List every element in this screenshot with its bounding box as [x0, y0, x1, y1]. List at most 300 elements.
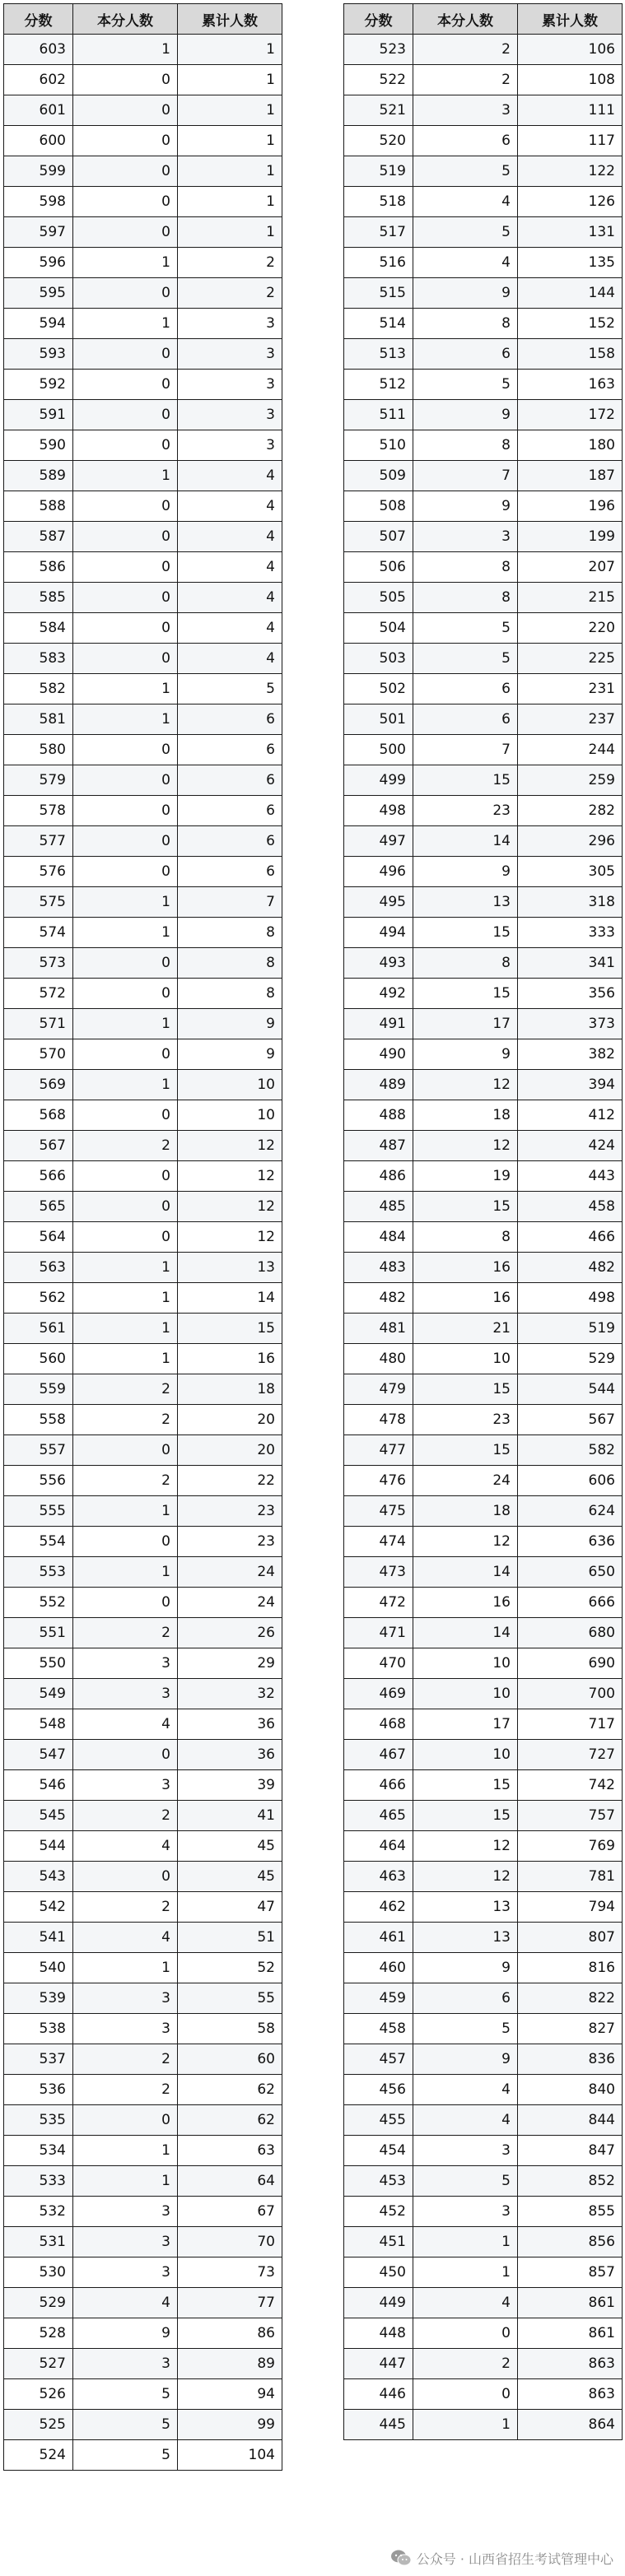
cumulative-cell: 14	[178, 1283, 282, 1314]
table-row	[4, 918, 282, 948]
score-cell: 529	[4, 2288, 73, 2318]
score-table-left	[3, 3, 282, 2471]
count-cell: 1	[73, 1253, 178, 1283]
cumulative-cell: 1	[178, 35, 282, 65]
score-cell: 493	[344, 948, 413, 979]
score-cell: 561	[4, 1314, 73, 1344]
score-cell: 454	[344, 2136, 413, 2166]
cumulative-cell: 482	[518, 1253, 623, 1283]
cumulative-cell: 63	[178, 2136, 282, 2166]
table-row	[4, 1953, 282, 1983]
score-cell: 459	[344, 1983, 413, 2014]
cumulative-cell: 582	[518, 1435, 623, 1466]
score-cell: 526	[4, 2379, 73, 2410]
cumulative-cell: 60	[178, 2044, 282, 2075]
cumulative-cell: 12	[178, 1131, 282, 1161]
cumulative-cell: 70	[178, 2227, 282, 2257]
count-cell: 0	[73, 826, 178, 857]
count-cell: 0	[73, 796, 178, 826]
score-cell: 530	[4, 2257, 73, 2288]
score-cell: 464	[344, 1831, 413, 1862]
count-cell: 6	[413, 126, 518, 156]
table-row	[344, 400, 623, 430]
cumulative-cell: 99	[178, 2410, 282, 2440]
table-row	[344, 491, 623, 522]
count-cell: 3	[73, 2197, 178, 2227]
count-cell: 12	[413, 1527, 518, 1557]
count-cell: 0	[73, 1740, 178, 1770]
table-row	[344, 95, 623, 126]
count-cell: 3	[73, 1983, 178, 2014]
table-row	[344, 1953, 623, 1983]
score-cell: 566	[4, 1161, 73, 1192]
table-row	[344, 2257, 623, 2288]
cumulative-cell: 700	[518, 1679, 623, 1709]
cumulative-cell: 816	[518, 1953, 623, 1983]
score-cell: 504	[344, 613, 413, 644]
cumulative-cell: 1	[178, 126, 282, 156]
score-cell: 547	[4, 1740, 73, 1770]
cumulative-cell: 827	[518, 2014, 623, 2044]
count-cell: 6	[413, 339, 518, 370]
score-cell: 494	[344, 918, 413, 948]
cumulative-cell: 24	[178, 1588, 282, 1618]
score-cell: 489	[344, 1070, 413, 1100]
count-cell: 3	[413, 2136, 518, 2166]
table-row	[4, 1862, 282, 1892]
count-cell: 15	[413, 1435, 518, 1466]
table-row	[344, 2014, 623, 2044]
cumulative-cell: 727	[518, 1740, 623, 1770]
count-cell: 8	[413, 552, 518, 583]
cumulative-cell: 840	[518, 2075, 623, 2105]
cumulative-cell: 20	[178, 1405, 282, 1435]
score-cell: 503	[344, 644, 413, 674]
score-cell: 460	[344, 1953, 413, 1983]
table-row	[4, 613, 282, 644]
table-row	[344, 948, 623, 979]
cumulative-cell: 180	[518, 430, 623, 461]
cumulative-cell: 16	[178, 1344, 282, 1374]
score-cell: 477	[344, 1435, 413, 1466]
count-cell: 8	[413, 309, 518, 339]
count-cell: 9	[73, 2318, 178, 2349]
count-cell: 0	[73, 583, 178, 613]
cumulative-cell: 6	[178, 765, 282, 796]
count-cell: 15	[413, 1192, 518, 1222]
score-cell: 456	[344, 2075, 413, 2105]
score-cell: 522	[344, 65, 413, 95]
cumulative-cell: 172	[518, 400, 623, 430]
table-row	[4, 1374, 282, 1405]
cumulative-cell: 8	[178, 948, 282, 979]
count-cell: 0	[73, 187, 178, 217]
count-cell: 21	[413, 1314, 518, 1344]
count-cell: 0	[73, 491, 178, 522]
cumulative-cell: 861	[518, 2288, 623, 2318]
count-cell: 15	[413, 1801, 518, 1831]
cumulative-cell: 680	[518, 1618, 623, 1648]
count-cell: 0	[73, 2105, 178, 2136]
score-cell: 453	[344, 2166, 413, 2197]
cumulative-cell: 624	[518, 1496, 623, 1527]
score-cell: 478	[344, 1405, 413, 1435]
table-row	[344, 1435, 623, 1466]
table-row	[344, 248, 623, 278]
count-cell: 16	[413, 1283, 518, 1314]
count-cell: 0	[73, 1100, 178, 1131]
table-row	[4, 1648, 282, 1679]
cumulative-cell: 4	[178, 522, 282, 552]
table-row	[4, 217, 282, 248]
score-cell: 519	[344, 156, 413, 187]
score-cell: 603	[4, 35, 73, 65]
table-row	[4, 1892, 282, 1923]
table-row	[4, 2288, 282, 2318]
score-cell: 487	[344, 1131, 413, 1161]
score-cell: 528	[4, 2318, 73, 2349]
cumulative-cell: 822	[518, 1983, 623, 2014]
score-cell: 488	[344, 1100, 413, 1131]
table-row	[344, 35, 623, 65]
cumulative-cell: 373	[518, 1009, 623, 1039]
score-cell: 532	[4, 2197, 73, 2227]
score-cell: 461	[344, 1923, 413, 1953]
cumulative-cell: 650	[518, 1557, 623, 1588]
count-cell: 1	[73, 1344, 178, 1374]
score-cell: 572	[4, 979, 73, 1009]
cumulative-cell: 58	[178, 2014, 282, 2044]
table-row	[4, 2410, 282, 2440]
cumulative-cell: 412	[518, 1100, 623, 1131]
table-row	[4, 2197, 282, 2227]
cumulative-cell: 5	[178, 674, 282, 704]
count-cell: 0	[73, 1192, 178, 1222]
score-cell: 475	[344, 1496, 413, 1527]
count-cell: 0	[73, 370, 178, 400]
count-cell: 0	[73, 613, 178, 644]
score-cell: 595	[4, 278, 73, 309]
score-cell: 560	[4, 1344, 73, 1374]
score-cell: 580	[4, 735, 73, 765]
table-row	[344, 552, 623, 583]
table-row	[4, 1039, 282, 1070]
cumulative-cell: 4	[178, 644, 282, 674]
cumulative-cell: 26	[178, 1618, 282, 1648]
table-row	[344, 674, 623, 704]
score-cell: 602	[4, 65, 73, 95]
score-cell: 490	[344, 1039, 413, 1070]
table-row	[344, 613, 623, 644]
cumulative-cell: 567	[518, 1405, 623, 1435]
score-cell: 558	[4, 1405, 73, 1435]
cumulative-cell: 382	[518, 1039, 623, 1070]
score-cell: 512	[344, 370, 413, 400]
cumulative-cell: 158	[518, 339, 623, 370]
table-row	[344, 1496, 623, 1527]
cumulative-cell: 47	[178, 1892, 282, 1923]
cumulative-cell: 45	[178, 1831, 282, 1862]
count-cell: 0	[73, 95, 178, 126]
score-cell: 544	[4, 1831, 73, 1862]
score-cell: 514	[344, 309, 413, 339]
table-row	[344, 1161, 623, 1192]
cumulative-cell: 12	[178, 1161, 282, 1192]
table-row	[4, 1131, 282, 1161]
score-cell: 582	[4, 674, 73, 704]
count-cell: 3	[73, 2227, 178, 2257]
cumulative-cell: 108	[518, 65, 623, 95]
score-cell: 498	[344, 796, 413, 826]
table-row	[4, 2379, 282, 2410]
score-cell: 567	[4, 1131, 73, 1161]
table-row	[4, 187, 282, 217]
cumulative-cell: 259	[518, 765, 623, 796]
cumulative-cell: 89	[178, 2349, 282, 2379]
score-cell: 597	[4, 217, 73, 248]
table-row	[344, 278, 623, 309]
score-cell: 596	[4, 248, 73, 278]
score-cell: 599	[4, 156, 73, 187]
table-row	[4, 2105, 282, 2136]
table-row	[4, 2257, 282, 2288]
count-cell: 9	[413, 1953, 518, 1983]
cumulative-cell: 847	[518, 2136, 623, 2166]
count-cell: 13	[413, 887, 518, 918]
table-row	[344, 887, 623, 918]
table-row	[4, 126, 282, 156]
score-cell: 552	[4, 1588, 73, 1618]
score-cell: 581	[4, 704, 73, 735]
count-cell: 12	[413, 1831, 518, 1862]
count-cell: 2	[73, 2044, 178, 2075]
table-row	[4, 1253, 282, 1283]
score-cell: 496	[344, 857, 413, 887]
count-cell: 1	[73, 1557, 178, 1588]
table-row	[4, 370, 282, 400]
table-row	[344, 2227, 623, 2257]
score-cell: 467	[344, 1740, 413, 1770]
count-cell: 2	[73, 2075, 178, 2105]
cumulative-cell: 6	[178, 826, 282, 857]
score-cell: 455	[344, 2105, 413, 2136]
cumulative-cell: 282	[518, 796, 623, 826]
table-row	[344, 65, 623, 95]
count-cell: 10	[413, 1740, 518, 1770]
count-cell: 3	[73, 2014, 178, 2044]
count-cell: 1	[73, 461, 178, 491]
cumulative-cell: 690	[518, 1648, 623, 1679]
count-cell: 0	[73, 430, 178, 461]
table-row	[4, 1009, 282, 1039]
count-cell: 9	[413, 1039, 518, 1070]
count-cell: 6	[413, 674, 518, 704]
table-row	[344, 1405, 623, 1435]
count-cell: 0	[73, 735, 178, 765]
header-cumulative: 累计人数	[518, 4, 623, 35]
table-row	[344, 1709, 623, 1740]
score-cell: 562	[4, 1283, 73, 1314]
table-row	[4, 1831, 282, 1862]
count-cell: 4	[413, 187, 518, 217]
count-cell: 0	[73, 400, 178, 430]
score-cell: 559	[4, 1374, 73, 1405]
count-cell: 0	[73, 1222, 178, 1253]
table-row	[4, 2440, 282, 2471]
table-row	[344, 1740, 623, 1770]
table-row	[344, 765, 623, 796]
count-cell: 1	[73, 1496, 178, 1527]
cumulative-cell: 86	[178, 2318, 282, 2349]
count-cell: 0	[73, 644, 178, 674]
cumulative-cell: 863	[518, 2349, 623, 2379]
score-cell: 465	[344, 1801, 413, 1831]
table-row	[4, 735, 282, 765]
table-row	[4, 1283, 282, 1314]
table-row	[344, 1039, 623, 1070]
table-row	[4, 552, 282, 583]
table-row	[4, 1770, 282, 1801]
count-cell: 5	[413, 644, 518, 674]
table-row	[4, 1496, 282, 1527]
table-row	[4, 1070, 282, 1100]
count-cell: 16	[413, 1253, 518, 1283]
cumulative-cell: 67	[178, 2197, 282, 2227]
count-cell: 14	[413, 826, 518, 857]
score-cell: 502	[344, 674, 413, 704]
table-row	[4, 1192, 282, 1222]
count-cell: 0	[73, 1588, 178, 1618]
score-cell: 575	[4, 887, 73, 918]
cumulative-cell: 199	[518, 522, 623, 552]
count-cell: 13	[413, 1892, 518, 1923]
score-cell: 594	[4, 309, 73, 339]
table-row	[4, 522, 282, 552]
table-row	[344, 1253, 623, 1283]
score-cell: 534	[4, 2136, 73, 2166]
score-cell: 579	[4, 765, 73, 796]
cumulative-cell: 20	[178, 1435, 282, 1466]
table-row	[344, 126, 623, 156]
cumulative-cell: 51	[178, 1923, 282, 1953]
score-cell: 492	[344, 979, 413, 1009]
cumulative-cell: 864	[518, 2410, 623, 2440]
table-row	[344, 1466, 623, 1496]
count-cell: 12	[413, 1862, 518, 1892]
count-cell: 2	[73, 1892, 178, 1923]
table-row	[344, 1283, 623, 1314]
count-cell: 19	[413, 1161, 518, 1192]
cumulative-cell: 12	[178, 1192, 282, 1222]
cumulative-cell: 458	[518, 1192, 623, 1222]
cumulative-cell: 111	[518, 95, 623, 126]
table-row	[4, 2044, 282, 2075]
score-cell: 445	[344, 2410, 413, 2440]
count-cell: 1	[73, 1314, 178, 1344]
count-cell: 5	[413, 156, 518, 187]
table-row	[344, 1100, 623, 1131]
table-row	[4, 1527, 282, 1557]
header-score: 分数	[344, 4, 413, 35]
cumulative-cell: 13	[178, 1253, 282, 1283]
cumulative-cell: 36	[178, 1709, 282, 1740]
score-cell: 563	[4, 1253, 73, 1283]
count-cell: 5	[73, 2410, 178, 2440]
table-row	[4, 765, 282, 796]
score-cell: 517	[344, 217, 413, 248]
table-row	[4, 35, 282, 65]
table-row	[4, 2075, 282, 2105]
score-cell: 470	[344, 1648, 413, 1679]
table-row	[4, 1618, 282, 1648]
score-cell: 511	[344, 400, 413, 430]
table-row	[344, 796, 623, 826]
count-cell: 3	[73, 1648, 178, 1679]
table-row	[4, 2014, 282, 2044]
table-row	[344, 2044, 623, 2075]
count-cell: 1	[73, 309, 178, 339]
table-row	[344, 704, 623, 735]
score-cell: 508	[344, 491, 413, 522]
cumulative-cell: 39	[178, 1770, 282, 1801]
count-cell: 5	[413, 2014, 518, 2044]
table-row	[344, 1314, 623, 1344]
cumulative-cell: 1	[178, 156, 282, 187]
score-cell: 555	[4, 1496, 73, 1527]
cumulative-cell: 836	[518, 2044, 623, 2075]
count-cell: 3	[413, 95, 518, 126]
score-cell: 554	[4, 1527, 73, 1557]
count-cell: 4	[73, 2288, 178, 2318]
table-row	[4, 2349, 282, 2379]
table-row	[4, 2166, 282, 2197]
score-cell: 482	[344, 1283, 413, 1314]
score-cell: 545	[4, 1801, 73, 1831]
cumulative-cell: 544	[518, 1374, 623, 1405]
count-cell: 0	[73, 1161, 178, 1192]
count-cell: 4	[73, 1709, 178, 1740]
table-row	[344, 1527, 623, 1557]
cumulative-cell: 296	[518, 826, 623, 857]
count-cell: 0	[73, 1527, 178, 1557]
cumulative-cell: 807	[518, 1923, 623, 1953]
cumulative-cell: 356	[518, 979, 623, 1009]
count-cell: 14	[413, 1557, 518, 1588]
cumulative-cell: 844	[518, 2105, 623, 2136]
table-row	[344, 1862, 623, 1892]
score-cell: 481	[344, 1314, 413, 1344]
score-cell: 491	[344, 1009, 413, 1039]
header-cumulative: 累计人数	[178, 4, 282, 35]
count-cell: 4	[413, 248, 518, 278]
score-cell: 509	[344, 461, 413, 491]
count-cell: 5	[413, 370, 518, 400]
cumulative-cell: 305	[518, 857, 623, 887]
score-cell: 539	[4, 1983, 73, 2014]
score-cell: 527	[4, 2349, 73, 2379]
count-cell: 4	[413, 2075, 518, 2105]
table-row	[344, 1192, 623, 1222]
count-cell: 1	[73, 918, 178, 948]
score-cell: 486	[344, 1161, 413, 1192]
table-row	[344, 2166, 623, 2197]
table-row	[344, 2136, 623, 2166]
count-cell: 7	[413, 735, 518, 765]
cumulative-cell: 22	[178, 1466, 282, 1496]
count-cell: 0	[73, 1862, 178, 1892]
table-row	[4, 1679, 282, 1709]
cumulative-cell: 341	[518, 948, 623, 979]
